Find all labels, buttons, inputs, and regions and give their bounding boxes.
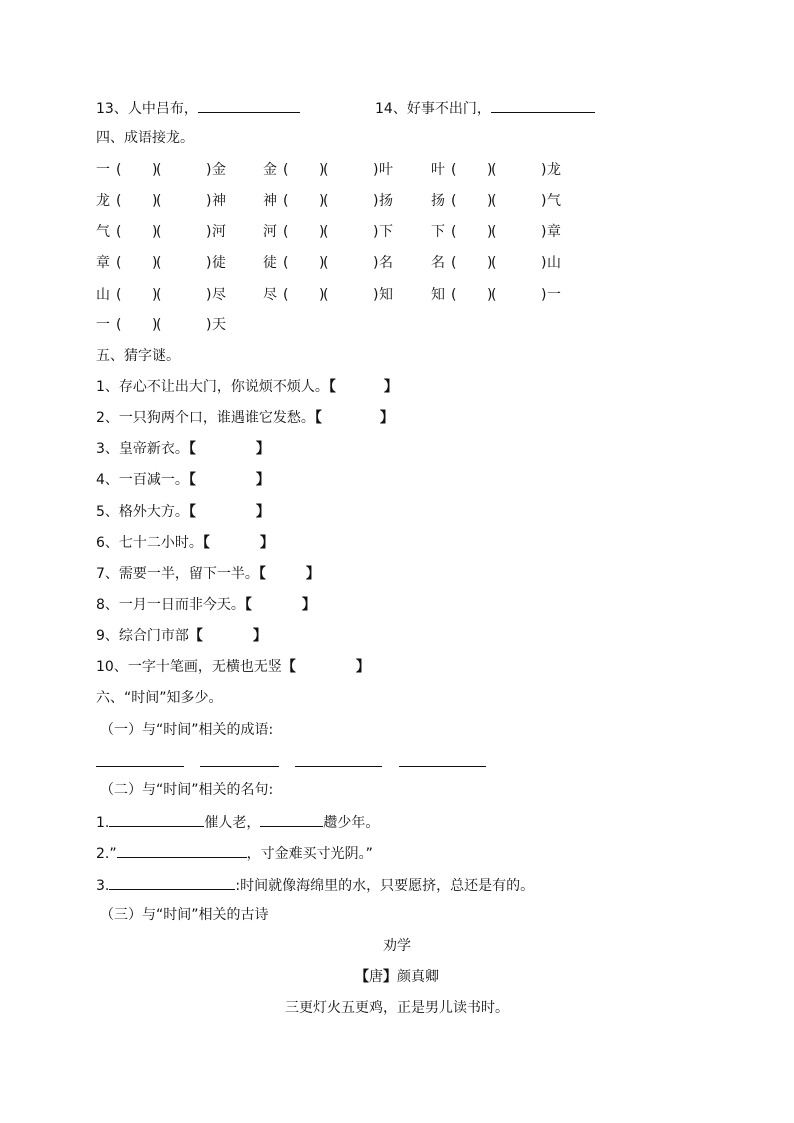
- chain-paren-close: ): [152, 224, 158, 240]
- quote-2-end: ，寸金难买寸光阴。”: [246, 846, 373, 862]
- idiom-blank-1[interactable]: [96, 766, 184, 767]
- chain-paren-close: ): [487, 162, 493, 178]
- chain-paren-close: ): [487, 287, 493, 303]
- section-5-heading: 五、猜字谜。: [96, 348, 180, 364]
- chain-paren-open: (: [156, 255, 162, 271]
- chain-paren-close: ): [206, 255, 212, 271]
- quote-1: [96, 812, 379, 832]
- quote-3-prefix: 3.: [96, 878, 110, 894]
- answer-bracket-open: 【: [202, 535, 210, 551]
- chain-paren-close: ): [319, 255, 325, 271]
- chain-paren-close: ): [152, 162, 158, 178]
- chain-paren-open: (: [156, 317, 162, 333]
- chain-start-char: 龙: [96, 193, 110, 209]
- chain-start-char: 叶: [431, 162, 445, 178]
- chain-paren-open: (: [283, 224, 289, 240]
- chain-paren-open: (: [323, 224, 329, 240]
- answer-bracket-open: 【: [281, 659, 296, 675]
- chain-paren-open: (: [116, 317, 122, 333]
- chain-paren-open: (: [451, 162, 457, 178]
- chain-end-char: 尽: [212, 287, 226, 303]
- riddle-item: [96, 596, 316, 614]
- chain-start-char: 徒: [263, 255, 277, 271]
- riddle-item: [96, 440, 270, 458]
- riddle-item: [96, 503, 270, 521]
- answer-bracket-open: 【: [188, 441, 196, 457]
- question-13-blank[interactable]: [198, 98, 300, 113]
- answer-bracket-open: 【: [188, 504, 196, 520]
- chain-start-char: 扬: [431, 193, 445, 209]
- quote-3-end: :时间就像海绵里的水，只要愿挤，总还是有的。: [235, 878, 535, 894]
- answer-bracket-close: 】: [255, 504, 270, 520]
- quote-2-prefix: 2.”: [96, 846, 117, 862]
- chain-paren-open: (: [491, 162, 497, 178]
- answer-bracket-close: 】: [301, 597, 316, 613]
- chain-paren-open: (: [116, 287, 122, 303]
- chain-end-char: 知: [379, 287, 393, 303]
- poem-author: [0, 968, 794, 986]
- chain-start-char: 一: [96, 162, 110, 178]
- answer-bracket-close: 】: [255, 472, 270, 488]
- chain-paren-open: (: [323, 255, 329, 271]
- poem-line-1: 三更灯火五更鸡，正是男儿读书时。: [285, 1000, 509, 1016]
- chain-paren-close: ): [319, 162, 325, 178]
- chain-paren-open: (: [323, 193, 329, 209]
- chain-start-char: 名: [431, 255, 445, 271]
- chain-start-char: 神: [263, 193, 277, 209]
- chain-paren-open: (: [451, 224, 457, 240]
- chain-paren-open: (: [116, 162, 122, 178]
- riddle-text: 7、需要一半，留下一半。: [96, 566, 259, 582]
- quote-3-blank[interactable]: [109, 875, 235, 890]
- chain-paren-close: ): [487, 255, 493, 271]
- chain-paren-close: ): [373, 162, 379, 178]
- riddle-text: 3、皇帝新衣。: [96, 441, 189, 457]
- answer-bracket-open: 【: [314, 410, 322, 426]
- chain-paren-close: ): [541, 193, 547, 209]
- chain-paren-open: (: [491, 224, 497, 240]
- chain-end-char: 扬: [379, 193, 393, 209]
- chain-paren-close: ): [206, 224, 212, 240]
- chain-paren-close: ): [152, 287, 158, 303]
- chain-paren-open: (: [451, 193, 457, 209]
- answer-bracket-close: 】: [383, 379, 398, 395]
- riddle-text: 10、一字十笔画，无横也无竖: [96, 659, 282, 675]
- chain-start-char: 河: [263, 224, 277, 240]
- section-6-sub-3: （三）与“时间”相关的古诗: [100, 907, 269, 923]
- chain-paren-open: (: [451, 255, 457, 271]
- quote-2: [96, 843, 373, 863]
- chain-start-char: 金: [263, 162, 277, 178]
- chain-start-char: 知: [431, 287, 445, 303]
- chain-paren-open: (: [451, 287, 457, 303]
- chain-paren-close: ): [373, 224, 379, 240]
- chain-end-char: 龙: [547, 162, 561, 178]
- chain-paren-open: (: [116, 224, 122, 240]
- author-bracket-close: 】: [383, 969, 397, 985]
- riddle-item: [96, 658, 370, 676]
- chain-paren-close: ): [487, 224, 493, 240]
- chain-paren-close: ): [206, 287, 212, 303]
- chain-paren-close: ): [319, 224, 325, 240]
- poem-title: 劝学: [383, 938, 411, 954]
- chain-paren-open: (: [491, 287, 497, 303]
- question-14-blank[interactable]: [491, 98, 595, 113]
- quote-3: [96, 875, 534, 895]
- riddle-item: [96, 471, 270, 489]
- idiom-blank-3[interactable]: [295, 766, 382, 767]
- riddle-item: [96, 378, 398, 396]
- chain-end-char: 徒: [212, 255, 226, 271]
- chain-end-char: 山: [547, 255, 561, 271]
- riddle-text: 2、一只狗两个口，谁遇谁它发愁。: [96, 410, 315, 426]
- riddle-text: 9、综合门市部: [96, 628, 189, 644]
- chain-end-char: 名: [379, 255, 393, 271]
- answer-bracket-close: 】: [252, 628, 267, 644]
- question-14: [375, 98, 595, 118]
- chain-paren-close: ): [373, 193, 379, 209]
- answer-bracket-close: 】: [379, 410, 394, 426]
- riddle-item: [96, 565, 320, 583]
- chain-paren-close: ): [541, 224, 547, 240]
- idiom-blank-2[interactable]: [200, 766, 279, 767]
- chain-paren-close: ): [541, 255, 547, 271]
- chain-start-char: 下: [431, 224, 445, 240]
- chain-start-char: 一: [96, 317, 110, 333]
- riddle-text: 5、格外大方。: [96, 504, 189, 520]
- chain-paren-close: ): [206, 317, 212, 333]
- chain-paren-open: (: [156, 287, 162, 303]
- chain-paren-close: ): [206, 193, 212, 209]
- chain-paren-open: (: [491, 193, 497, 209]
- chain-paren-open: (: [283, 287, 289, 303]
- chain-start-char: 气: [96, 224, 110, 240]
- chain-paren-close: ): [541, 287, 547, 303]
- chain-paren-open: (: [156, 224, 162, 240]
- chain-paren-open: (: [283, 255, 289, 271]
- question-13: [96, 98, 300, 118]
- chain-paren-close: ): [319, 287, 325, 303]
- section-6-sub-2: （二）与“时间”相关的名句:: [100, 782, 274, 798]
- chain-paren-open: (: [491, 255, 497, 271]
- chain-paren-open: (: [283, 193, 289, 209]
- author-dynasty: 唐: [369, 969, 383, 985]
- riddle-text: 1、存心不让出大门，你说烦不烦人。: [96, 379, 329, 395]
- chain-end-char: 一: [547, 287, 561, 303]
- answer-bracket-close: 】: [255, 441, 270, 457]
- chain-end-char: 章: [547, 224, 561, 240]
- chain-paren-close: ): [541, 162, 547, 178]
- chain-end-char: 叶: [379, 162, 393, 178]
- chain-paren-open: (: [323, 162, 329, 178]
- chain-end-char: 河: [212, 224, 226, 240]
- chain-paren-close: ): [152, 193, 158, 209]
- answer-bracket-open: 【: [258, 566, 266, 582]
- author-name: 颜真卿: [397, 969, 439, 985]
- riddle-item: [96, 627, 267, 645]
- answer-bracket-open: 【: [188, 472, 196, 488]
- chain-paren-open: (: [323, 287, 329, 303]
- chain-paren-open: (: [116, 193, 122, 209]
- chain-paren-open: (: [156, 162, 162, 178]
- chain-start-char: 尽: [263, 287, 277, 303]
- quote-1-end: 趱少年。: [323, 815, 380, 831]
- riddle-text: 6、七十二小时。: [96, 535, 203, 551]
- chain-paren-open: (: [283, 162, 289, 178]
- question-13-text: 13、人中吕布，: [96, 101, 198, 117]
- riddle-item: [96, 409, 394, 427]
- chain-end-char: 神: [212, 193, 226, 209]
- riddle-text: 4、一百减一。: [96, 472, 189, 488]
- quote-1-blank-b[interactable]: [260, 812, 323, 827]
- answer-bracket-close: 】: [355, 659, 370, 675]
- riddle-item: [96, 534, 274, 552]
- chain-paren-close: ): [152, 317, 158, 333]
- section-4-heading: 四、成语接龙。: [96, 130, 194, 146]
- question-14-text: 14、好事不出门，: [375, 101, 491, 117]
- author-bracket-open: 【: [355, 969, 369, 985]
- chain-start-char: 章: [96, 255, 110, 271]
- section-6-sub-1: （一）与“时间”相关的成语:: [100, 722, 274, 738]
- quote-1-blank-a[interactable]: [109, 812, 204, 827]
- answer-bracket-open: 【: [244, 597, 252, 613]
- idiom-blank-4[interactable]: [399, 766, 486, 767]
- section-6-heading: 六、“时间”知多少。: [96, 690, 223, 706]
- answer-bracket-close: 】: [305, 566, 320, 582]
- chain-paren-open: (: [156, 193, 162, 209]
- chain-paren-close: ): [373, 287, 379, 303]
- riddle-text: 8、一月一日而非今天。: [96, 597, 245, 613]
- chain-paren-close: ): [373, 255, 379, 271]
- answer-bracket-close: 】: [259, 535, 274, 551]
- chain-paren-close: ): [319, 193, 325, 209]
- answer-bracket-open: 【: [188, 628, 203, 644]
- chain-end-char: 天: [212, 317, 226, 333]
- chain-end-char: 金: [212, 162, 226, 178]
- chain-paren-close: ): [206, 162, 212, 178]
- quote-2-blank[interactable]: [117, 843, 247, 858]
- chain-paren-close: ): [487, 193, 493, 209]
- chain-start-char: 山: [96, 287, 110, 303]
- answer-bracket-open: 【: [328, 379, 336, 395]
- chain-paren-close: ): [152, 255, 158, 271]
- chain-end-char: 下: [379, 224, 393, 240]
- chain-end-char: 气: [547, 193, 561, 209]
- quote-1-mid: 催人老，: [204, 815, 261, 831]
- chain-paren-open: (: [116, 255, 122, 271]
- quote-1-prefix: 1.: [96, 815, 110, 831]
